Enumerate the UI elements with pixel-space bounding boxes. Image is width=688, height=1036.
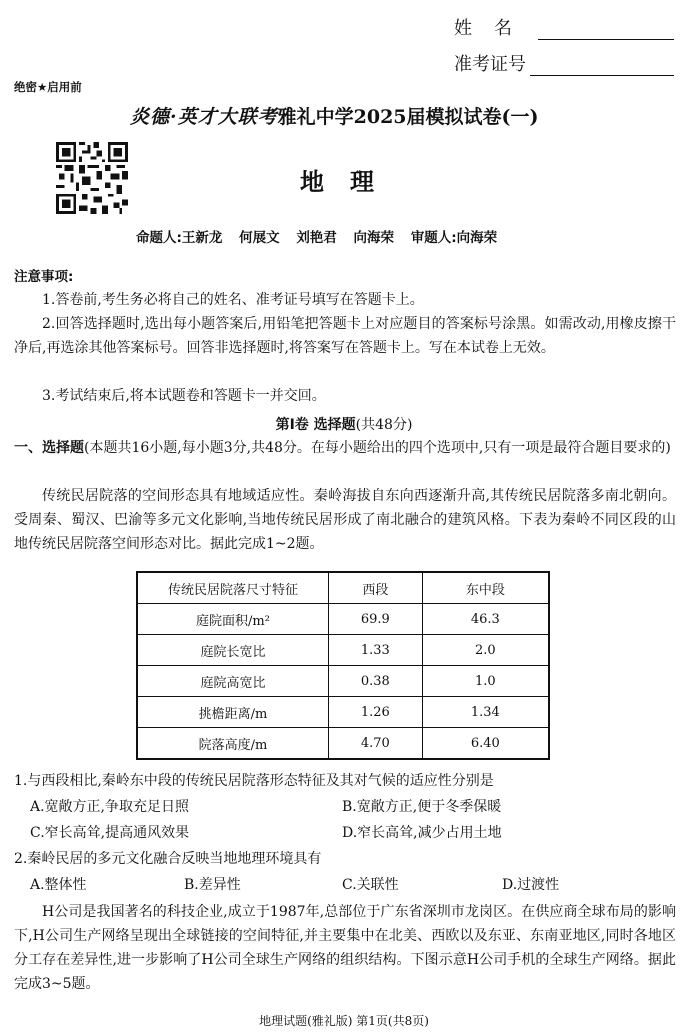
part-1-points: (共48分) bbox=[355, 417, 413, 433]
table-header: 东中段 bbox=[422, 572, 549, 604]
table-cell: 46.3 bbox=[422, 604, 549, 635]
table-cell: 2.0 bbox=[422, 635, 549, 666]
table-header: 传统民居院落尺寸特征 bbox=[137, 572, 329, 604]
table-cell: 1.33 bbox=[329, 635, 423, 666]
q2-option-b[interactable]: B.差异性 bbox=[184, 877, 241, 893]
table-row bbox=[137, 666, 549, 697]
name-label: 姓名 bbox=[454, 18, 534, 39]
q1-option-b[interactable]: B.宽敞方正,便于冬季保暖 bbox=[342, 799, 502, 815]
secret-mark: 绝密★启用前 bbox=[14, 80, 82, 94]
q1-option-d[interactable]: D.窄长高耸,减少占用土地 bbox=[342, 825, 502, 841]
section-1-label: 一、选择题 bbox=[14, 440, 84, 456]
table-cell: 挑檐距离/m bbox=[137, 697, 329, 728]
table-cell: 院落高度/m bbox=[137, 728, 329, 760]
table-cell: 庭院面积/m² bbox=[137, 604, 329, 635]
name-field[interactable] bbox=[454, 10, 674, 40]
question-2-stem: 2.秦岭民居的多元文化融合反映当地地理环境具有 bbox=[14, 851, 322, 867]
author-0: 命题人:王新龙 bbox=[136, 230, 223, 246]
q2-option-c[interactable]: C.关联性 bbox=[342, 877, 399, 893]
exam-title-rest: 雅礼中学2025届模拟试卷(一) bbox=[277, 106, 539, 128]
table-cell: 庭院高宽比 bbox=[137, 666, 329, 697]
question-1-stem: 1.与西段相比,秦岭东中段的传统民居院落形态特征及其对气候的适应性分别是 bbox=[14, 773, 494, 789]
note-2: 2.回答选择题时,选出每小题答案后,用铅笔把答题卡上对应题目的答案标号涂黑。如需改动,用橡皮擦干净后,再选涂其他答案标号。回答非选择题时,将答案写在答题卡上。写在本试卷上无效。 bbox=[14, 316, 676, 356]
passage-2: H公司是我国著名的科技企业,成立于1987年,总部位于广东省深圳市龙岗区。在供应商全球布局的影响下,H公司生产网络呈现出全球链接的空间特征,并主要集中在北美、西欧以及东亚、东南亚地区,同时各地区分工存在差异性,进一步影响了H公司全球生产网络的组织结构。下图示意H公司手机的全球生产网络。据此完成3~5题。 bbox=[14, 904, 676, 992]
table-cell: 1.34 bbox=[422, 697, 549, 728]
qr-code-icon bbox=[56, 142, 128, 214]
author-2: 刘艳君 bbox=[296, 230, 337, 246]
exam-brand: 炎德·英才大联考 bbox=[130, 106, 278, 128]
part-1-title bbox=[0, 414, 688, 434]
table-row bbox=[137, 604, 549, 635]
subject-title: 地理 bbox=[300, 168, 400, 196]
notes-title: 注意事项: bbox=[14, 269, 74, 285]
q2-option-d[interactable]: D.过渡性 bbox=[502, 877, 560, 893]
table-cell: 4.70 bbox=[329, 728, 423, 760]
note-3: 3.考试结束后,将本试题卷和答题卡一并交回。 bbox=[42, 388, 326, 404]
exam-number-label: 准考证号 bbox=[454, 54, 526, 75]
section-1-desc: (本题共16小题,每小题3分,共48分。在每小题给出的四个选项中,只有一项是最符合题目要求的) bbox=[84, 440, 671, 456]
author-3: 向海荣 bbox=[353, 230, 395, 246]
q1-option-a[interactable]: A.宽敞方正,争取充足日照 bbox=[30, 799, 190, 815]
note-1: 1.答卷前,考生务必将自己的姓名、准考证号填写在答题卡上。 bbox=[42, 292, 424, 308]
exam-title bbox=[130, 102, 539, 129]
table-header-row bbox=[137, 572, 549, 604]
table-header: 西段 bbox=[329, 572, 423, 604]
table-cell: 庭院长宽比 bbox=[137, 635, 329, 666]
table-cell: 69.9 bbox=[329, 604, 423, 635]
passage-1: 传统民居院落的空间形态具有地域适应性。秦岭海拔自东向西逐渐升高,其传统民居院落多南北朝向。受周秦、蜀汉、巴渝等多元文化影响,当地传统民居形成了南北融合的建筑风格。下表为秦岭不同区段的山地传统民居院落空间形态对比。据此完成1~2题。 bbox=[14, 488, 676, 552]
table-row bbox=[137, 728, 549, 760]
exam-number-field[interactable] bbox=[454, 46, 674, 76]
table-row bbox=[137, 635, 549, 666]
author-line bbox=[136, 226, 509, 246]
exam-number-blank[interactable] bbox=[530, 53, 674, 76]
q1-option-c[interactable]: C.窄长高耸,提高通风效果 bbox=[30, 825, 190, 841]
q2-option-a[interactable]: A.整体性 bbox=[30, 877, 87, 893]
table-cell: 6.40 bbox=[422, 728, 549, 760]
author-1: 何展文 bbox=[239, 230, 280, 246]
table-cell: 0.38 bbox=[329, 666, 423, 697]
table-row bbox=[137, 697, 549, 728]
reviewer: 审题人:向海荣 bbox=[410, 230, 498, 246]
housing-table bbox=[136, 571, 550, 760]
table-cell: 1.0 bbox=[422, 666, 549, 697]
candidate-info bbox=[454, 10, 674, 82]
page-footer: 地理试题(雅礼版) 第1页(共8页) bbox=[259, 1014, 429, 1028]
section-1-header bbox=[14, 436, 676, 460]
name-blank[interactable] bbox=[538, 17, 674, 40]
part-1-label: 第Ⅰ卷 选择题 bbox=[275, 417, 356, 433]
table-cell: 1.26 bbox=[329, 697, 423, 728]
